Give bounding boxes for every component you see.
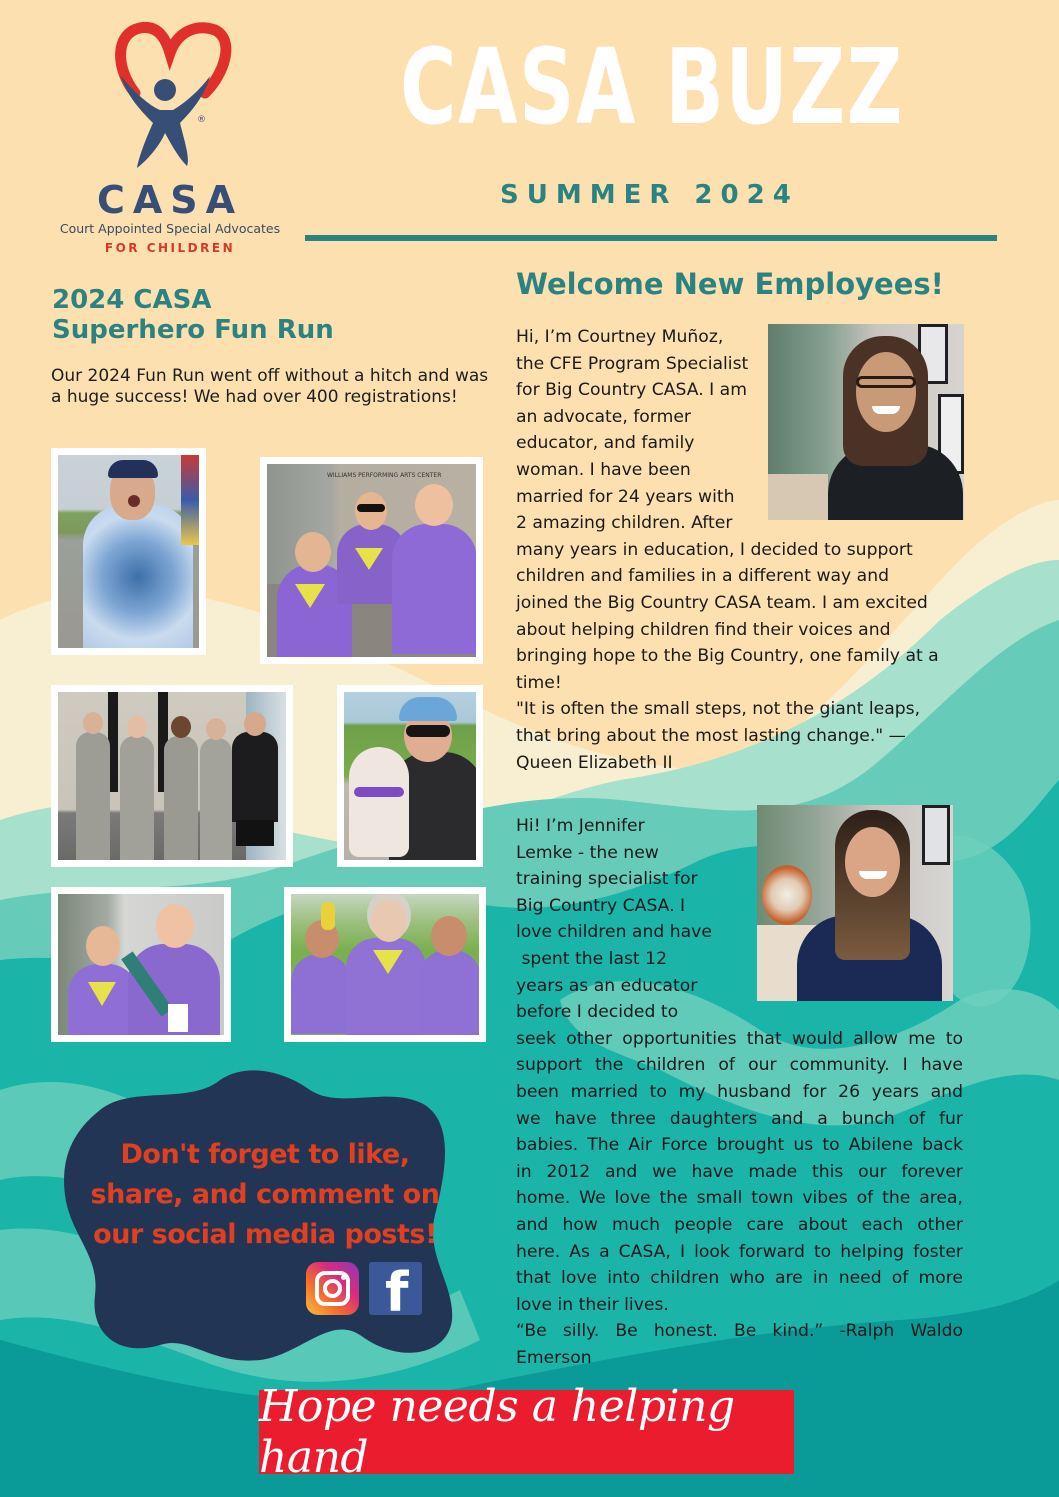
funrun-photo — [284, 887, 486, 1042]
bio-line: for Big Country CASA. I am — [516, 380, 747, 401]
svg-text:®: ® — [197, 115, 206, 125]
bio-line: Hi, I’m Courtney Muñoz, — [516, 327, 724, 347]
newsletter-title: CASA BUZZ — [400, 26, 904, 148]
bio-line: training specialist for — [516, 869, 698, 890]
social-callout-text — [90, 1135, 440, 1255]
courtney-photo — [768, 324, 964, 520]
bio-line: home. We love the small town vibes of the area, — [516, 1188, 963, 1209]
bio-line: an advocate, former — [516, 406, 691, 427]
quote-line: that bring about the most lasting change." — — [516, 725, 906, 746]
issue-label: SUMMER 2024 — [500, 180, 799, 210]
photo-two-women — [58, 894, 224, 1035]
photo-woman-with-dog — [344, 692, 476, 860]
bio-line: woman. I have been — [516, 459, 691, 480]
quote-attribution: Queen Elizabeth II — [516, 752, 673, 773]
bio-line: we have three daughters and a bunch of fur — [516, 1108, 963, 1129]
bio-line: time! — [516, 672, 562, 693]
bio-line: babies. The Air Force brought us to Abilene back — [516, 1135, 963, 1156]
bio-line: years as an educator — [516, 975, 698, 996]
bio-line: been married to my husband for 26 years and — [516, 1081, 963, 1102]
bio-line: spent the last 12 — [516, 948, 668, 969]
logo-tagline: FOR CHILDREN — [104, 241, 236, 255]
logo-subtitle: Court Appointed Special Advocates — [59, 221, 281, 236]
bio-line: about helping children find their voices and — [516, 619, 891, 640]
bio-line: that love into children who are in need of more — [516, 1268, 963, 1289]
banner-text: Hope needs a helping hand — [259, 1381, 735, 1483]
bio-line: joined the Big Country CASA team. I am excited — [516, 592, 928, 613]
bio-line: love children and have — [516, 922, 712, 943]
bio-line: here. As a CASA, I look forward to helping foster — [516, 1241, 963, 1262]
funrun-photo — [51, 448, 206, 655]
masthead-divider — [305, 235, 997, 241]
bio-line: married for 24 years with — [516, 486, 735, 507]
employees-heading: Welcome New Employees! — [516, 267, 944, 301]
bio-line: children and families in a different way and — [516, 566, 890, 587]
social-line: our social media posts! — [93, 1219, 437, 1250]
funrun-heading — [52, 285, 472, 345]
funrun-heading-line2: Superhero Fun Run — [52, 315, 334, 345]
funrun-photo — [51, 887, 231, 1042]
quote-attribution: Emerson — [516, 1347, 592, 1368]
bio-line: seek other opportunities that would allow me to — [516, 1028, 963, 1049]
funrun-heading-line1: 2024 CASA — [52, 285, 212, 315]
instagram-icon[interactable] — [306, 1262, 359, 1315]
photo-three-women-park — [291, 894, 479, 1035]
social-line: Don't forget to like, — [120, 1139, 410, 1170]
bio-line: Big Country CASA. I — [516, 895, 686, 916]
bio-line: and how much people care about each other — [516, 1214, 963, 1235]
quote-line: “Be silly. Be honest. Be kind.” -Ralph Waldo — [516, 1321, 963, 1342]
funrun-photo — [337, 685, 483, 867]
social-media-callout — [60, 1065, 460, 1375]
social-line: share, and comment on — [90, 1179, 440, 1210]
jennifer-photo — [757, 805, 953, 1001]
funrun-photo — [260, 457, 483, 664]
facebook-icon[interactable]: f — [369, 1262, 422, 1315]
heart-figure-icon — [105, 18, 235, 178]
bio-line: Lemke - the new — [516, 842, 659, 863]
bio-line: 2 amazing children. After — [516, 513, 733, 534]
photo-tie-dye-man — [58, 455, 199, 648]
tagline-banner — [259, 1381, 794, 1483]
funrun-body: Our 2024 Fun Run went off without a hitch and was a huge success! We had over 400 registrations! — [51, 366, 489, 407]
bio-line: love in their lives. — [516, 1294, 669, 1315]
bio-line: in 2012 and we have made this our forever — [516, 1161, 963, 1182]
bio-line: Hi! I’m Jennifer — [516, 816, 645, 836]
bio-line: support the children of our community. I have — [516, 1055, 963, 1076]
bio-line: educator, and family — [516, 433, 695, 454]
quote-line: "It is often the small steps, not the giant leaps, — [516, 699, 921, 720]
logo-wordmark: CASA — [96, 178, 244, 222]
photo-color-guard — [58, 692, 286, 860]
photo-three-volunteers — [267, 464, 476, 657]
bio-line: many years in education, I decided to support — [516, 539, 913, 560]
funrun-photo — [51, 685, 293, 867]
bio-line: the CFE Program Specialist — [516, 353, 749, 374]
bio-line: bringing hope to the Big Country, one family at a — [516, 646, 939, 667]
casa-logo — [40, 18, 300, 255]
photo-sign-text: WILLIAMS PERFORMING ARTS CENTER — [327, 472, 442, 479]
bio-line: before I decided to — [516, 1002, 679, 1023]
